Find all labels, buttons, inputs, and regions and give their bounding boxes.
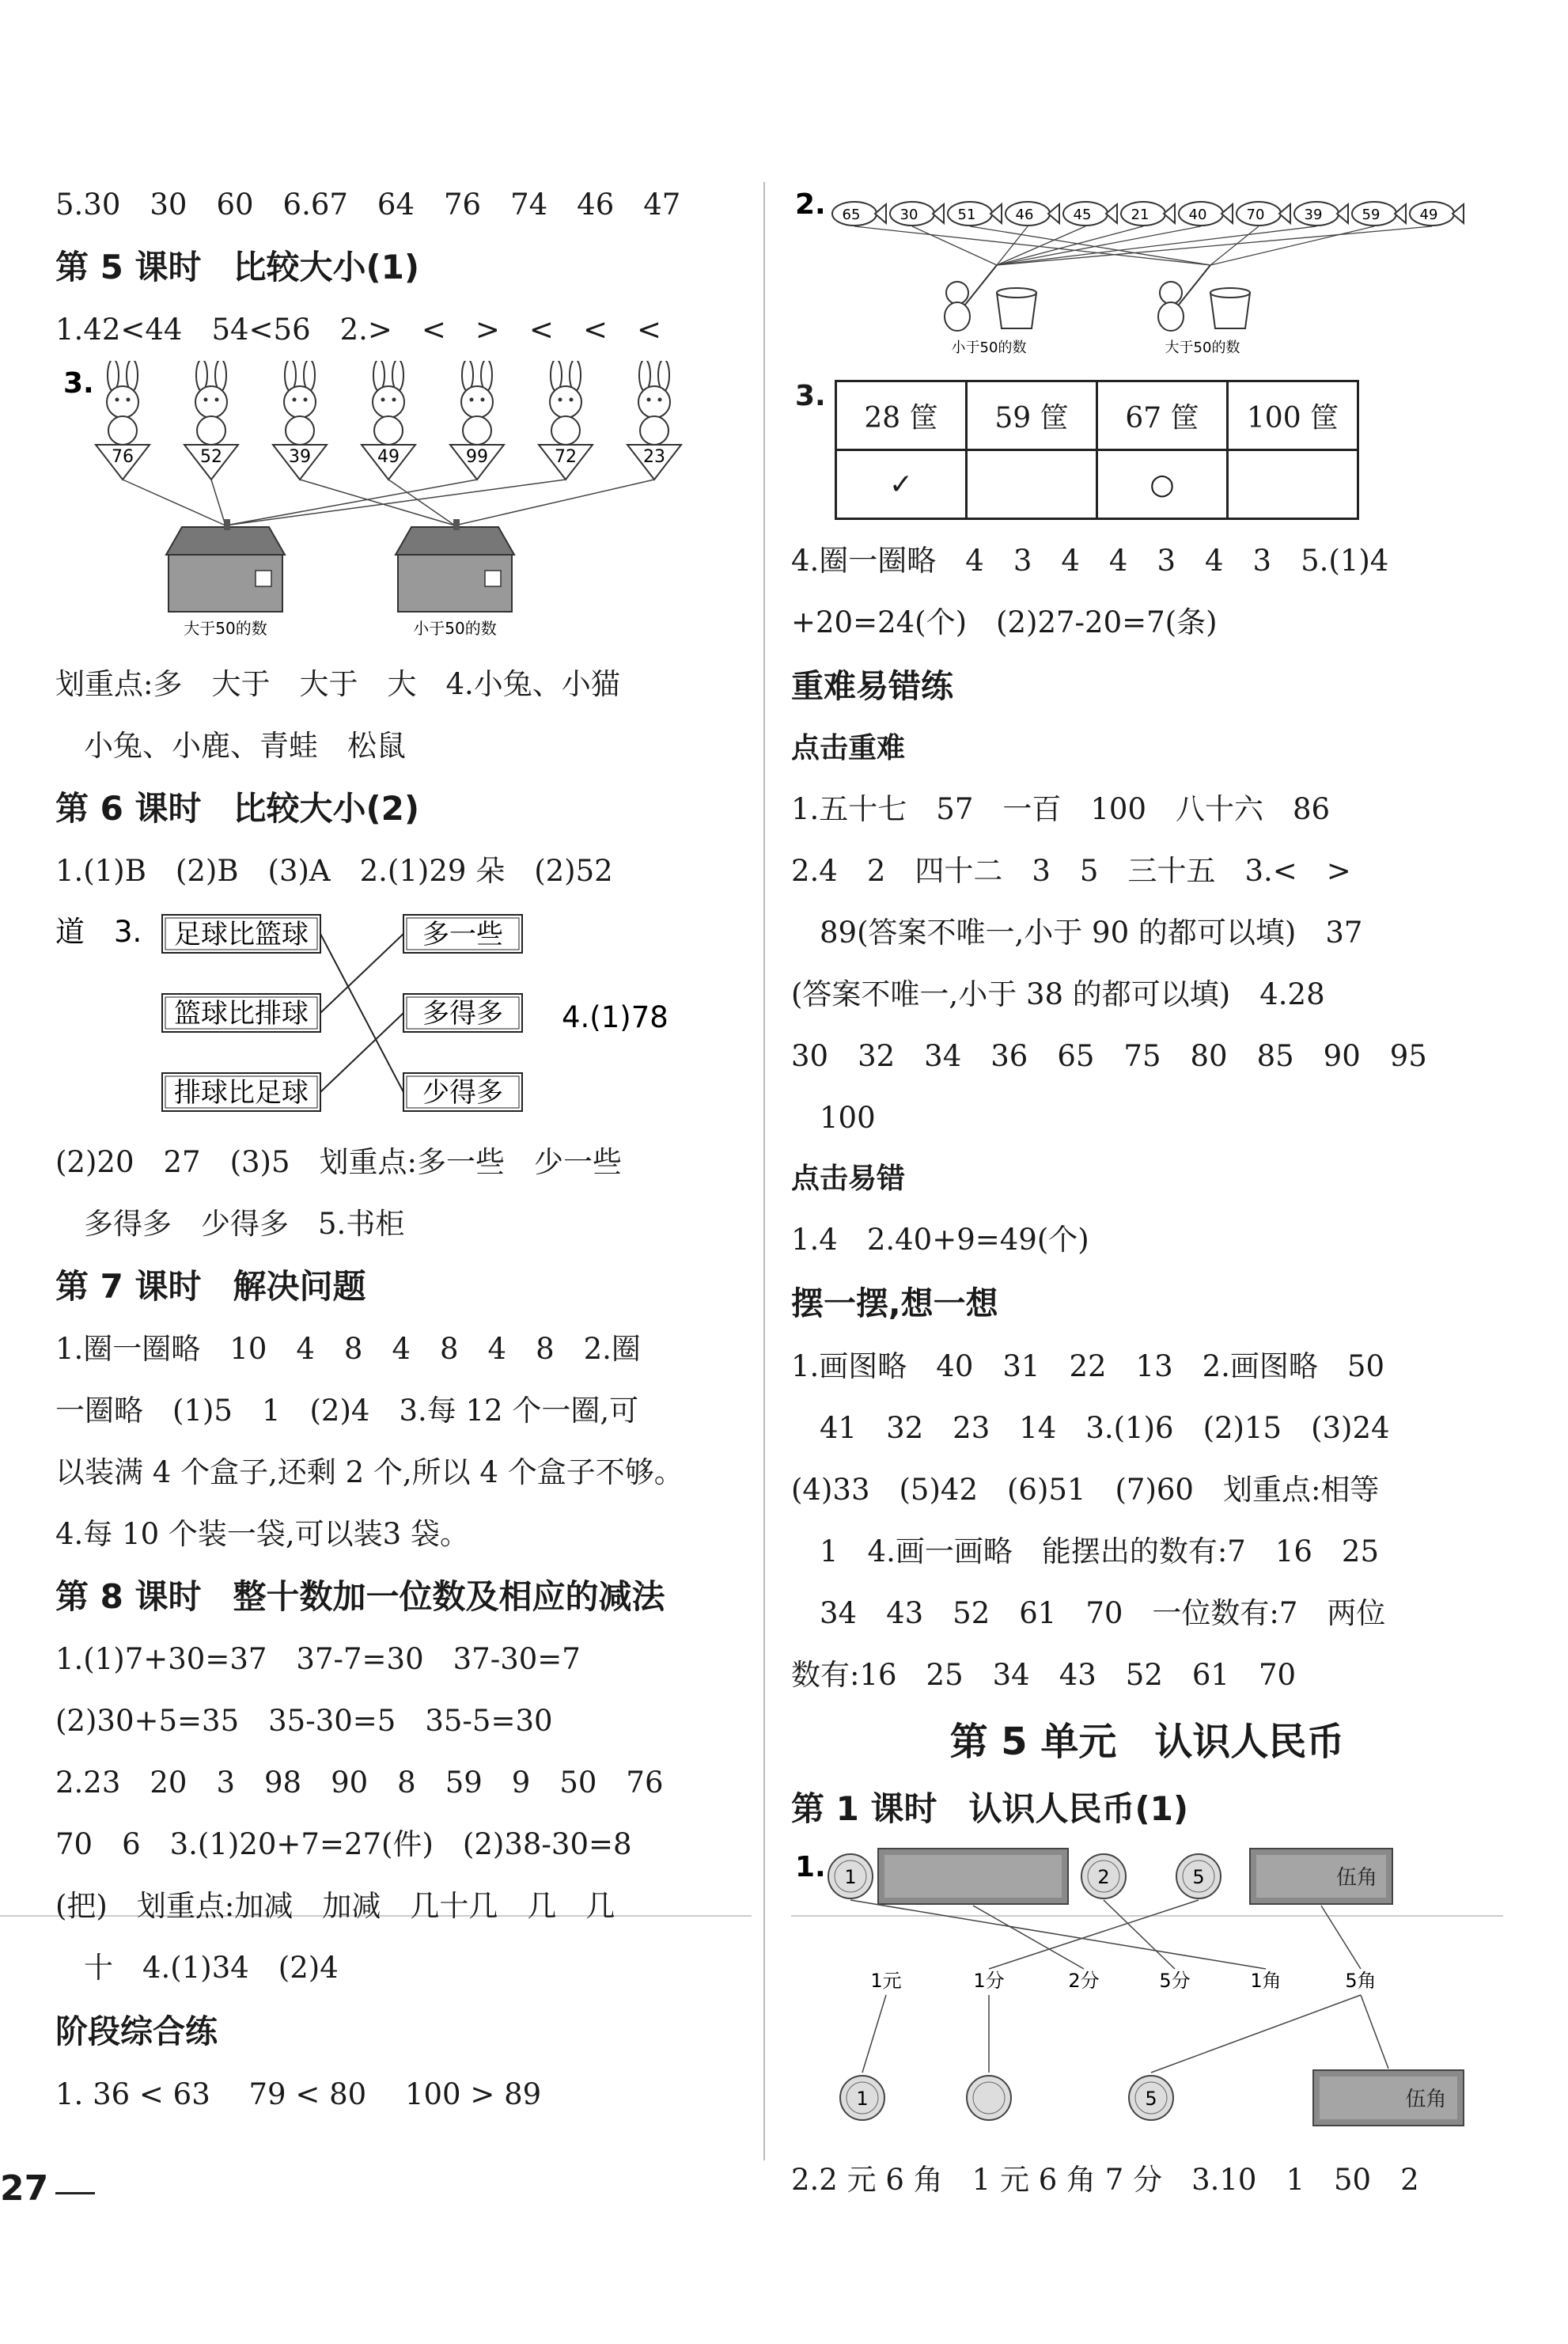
rabbit-value: 23 [643, 447, 665, 467]
match-left-box [162, 1073, 320, 1111]
fish [1179, 202, 1233, 226]
answer-line: 1.画图略 40 31 22 13 2.画图略 50 [791, 1349, 1385, 1383]
answer-line: 70 6 3.(1)20+7=27(件) (2)38-30=8 [55, 1827, 632, 1861]
question-number: 3. [63, 367, 94, 400]
svg-text:排球比足球: 排球比足球 [174, 1077, 309, 1109]
rabbit-card [627, 361, 681, 480]
match-left-box [162, 915, 320, 953]
fish-value: 65 [842, 207, 861, 223]
table-mark-cell: ○ [1097, 450, 1228, 519]
table-header-cell: 28 筐 [836, 381, 967, 450]
basket-table [835, 380, 1359, 520]
answer-line: 89(答案不唯一,小于 90 的都可以填) 37 [820, 916, 1363, 950]
svg-text:伍角: 伍角 [1335, 1866, 1378, 1890]
fish [1121, 202, 1175, 226]
banknote-image [878, 1849, 1068, 1904]
rabbit-card [450, 361, 504, 480]
unit-heading: 第 5 单元 认识人民币 [949, 1720, 1345, 1764]
answer-line: 1.五十七 57 一百 100 八十六 86 [791, 792, 1331, 826]
svg-text:多得多: 多得多 [422, 998, 503, 1030]
money-label: 5角 [1345, 1970, 1377, 1992]
section-heading: 摆一摆,想一想 [791, 1284, 998, 1322]
answer-line: 30 32 34 36 65 75 80 85 90 95 [791, 1039, 1427, 1073]
house-less-than-50 [396, 519, 514, 638]
section-heading: 阶段综合练 [55, 2012, 218, 2050]
answer-line: 1.42<44 54<56 2.> < > < < < [55, 313, 661, 347]
bucket-less-than-50 [945, 265, 1036, 356]
rabbit-value: 99 [466, 447, 488, 467]
house-greater-than-50 [166, 519, 285, 638]
lesson-heading: 第 6 课时 比较大小(2) [55, 789, 420, 828]
fish [1006, 202, 1059, 226]
fish [1352, 202, 1406, 226]
money-label: 1角 [1250, 1970, 1282, 1992]
money-label: 1分 [973, 1970, 1005, 1992]
fish [1294, 202, 1348, 226]
coin-image [1176, 1854, 1221, 1898]
svg-text:1: 1 [856, 2088, 869, 2110]
answer-line: 2.2 元 6 角 1 元 6 角 7 分 3.10 1 50 2 [791, 2163, 1419, 2197]
answer-line: 多得多 少得多 5.书柜 [84, 1207, 405, 1241]
rabbit-value: 76 [112, 447, 134, 467]
money-label: 5分 [1159, 1970, 1191, 1992]
right-column [791, 158, 1503, 2211]
fish-value: 51 [957, 207, 976, 223]
lesson-heading: 第 8 课时 整十数加一位数及相应的减法 [55, 1577, 665, 1616]
fish-value: 49 [1419, 207, 1438, 223]
match-right-box [403, 1073, 522, 1111]
answer-suffix: 4.(1)78 [562, 1000, 668, 1034]
answer-line: 2.4 2 四十二 3 5 三十五 3.< > [791, 854, 1351, 888]
answer-line: 34 43 52 61 70 一位数有:7 两位 [820, 1596, 1386, 1630]
svg-text:多一些: 多一些 [422, 919, 503, 950]
fish [1063, 202, 1117, 226]
banknote-image [1313, 2070, 1464, 2126]
money-matching-figure [791, 1841, 1503, 2149]
rabbit-card [539, 361, 593, 480]
money-label: 2分 [1068, 1970, 1100, 1992]
section-heading: 重难易错练 [791, 667, 953, 705]
page-number-dash [55, 2192, 95, 2194]
answer-line: (把) 划重点:加减 加减 几十几 几 几 [55, 1889, 615, 1923]
svg-text:足球比篮球: 足球比篮球 [174, 919, 309, 950]
answer-line: +20=24(个) (2)27-20=7(条) [791, 605, 1218, 639]
svg-text:篮球比排球: 篮球比排球 [174, 998, 309, 1030]
basket-table-figure [791, 364, 1503, 530]
rabbit-card [273, 361, 327, 480]
fish-value: 21 [1131, 207, 1149, 223]
table-mark-cell [1228, 450, 1358, 519]
fish-value: 45 [1073, 207, 1092, 223]
coin-image [840, 2076, 884, 2120]
match-right-box [403, 994, 522, 1032]
coin-image [1081, 1854, 1126, 1898]
answer-line: 4.每 10 个装一袋,可以装3 袋。 [55, 1517, 469, 1551]
fish [890, 202, 944, 226]
svg-text:少得多: 少得多 [422, 1077, 503, 1109]
answer-line: 5.30 30 60 6.67 64 76 74 46 47 [55, 188, 681, 222]
answer-line: (答案不唯一,小于 38 的都可以填) 4.28 [791, 977, 1325, 1011]
lesson-heading: 第 5 课时 比较大小(1) [55, 248, 420, 286]
fish-value: 46 [1015, 207, 1034, 223]
money-label: 1元 [870, 1970, 902, 1992]
answer-line: 4.圈一圈略 4 3 4 4 3 4 3 5.(1)4 [791, 544, 1389, 578]
svg-text:2: 2 [1097, 1866, 1110, 1888]
svg-text:1: 1 [844, 1866, 857, 1888]
answer-line: (4)33 (5)42 (6)51 (7)60 划重点:相等 [791, 1473, 1380, 1507]
answer-line: 划重点:多 大于 大于 大 4.小兔、小猫 [55, 667, 620, 701]
svg-text:伍角: 伍角 [1405, 2088, 1447, 2111]
fish-value: 39 [1304, 207, 1323, 223]
bucket-label: 小于50的数 [951, 339, 1027, 356]
answer-line: 十 4.(1)34 (2)4 [84, 1951, 339, 1985]
question-number: 3. [795, 380, 826, 412]
answer-line: 1.4 2.40+9=49(个) [791, 1223, 1089, 1257]
fish [832, 202, 886, 226]
question-number: 2. [795, 188, 826, 221]
coin-image [828, 1854, 873, 1898]
answer-prefix: 道 3. [55, 915, 142, 949]
answer-line: (2)30+5=35 35-30=5 35-5=30 [55, 1704, 553, 1738]
bucket-label: 大于50的数 [1165, 339, 1240, 356]
table-mark-cell: ✓ [836, 450, 967, 519]
svg-text:5: 5 [1192, 1866, 1205, 1888]
question-number: 1. [795, 1851, 826, 1883]
lesson-heading: 第 1 课时 认识人民币(1) [791, 1789, 1189, 1828]
table-mark-cell [967, 450, 1097, 519]
house-label: 大于50的数 [184, 619, 267, 638]
lesson-heading: 第 7 课时 解决问题 [55, 1267, 366, 1306]
fish [948, 202, 1002, 226]
fish-value: 70 [1246, 207, 1265, 223]
answer-line: 1.(1)7+30=37 37-7=30 37-30=7 [55, 1642, 581, 1676]
subsection-heading: 点击重难 [791, 732, 906, 764]
answer-line: (2)20 27 (3)5 划重点:多一些 少一些 [55, 1145, 622, 1179]
answer-line: 1.圈一圈略 10 4 8 4 8 4 8 2.圈 [55, 1332, 641, 1366]
answer-line: 数有:16 25 34 43 52 61 70 [791, 1658, 1297, 1692]
fish-value: 40 [1188, 207, 1207, 223]
answer-line: 41 32 23 14 3.(1)6 (2)15 (3)24 [820, 1411, 1390, 1445]
table-header-cell: 67 筐 [1097, 381, 1228, 450]
answer-line: 1. 36 < 63 79 < 80 100 > 89 [55, 2077, 542, 2111]
fish [1237, 202, 1290, 226]
rabbit-value: 52 [200, 447, 222, 467]
coin-image [967, 2076, 1011, 2120]
answer-line: 1 4.画一画略 能摆出的数有:7 16 25 [820, 1534, 1380, 1568]
rabbit-card [184, 361, 238, 480]
rabbit-card [362, 361, 415, 480]
answer-line: 以装满 4 个盒子,还剩 2 个,所以 4 个盒子不够。 [55, 1455, 684, 1489]
table-header-cell: 59 筐 [967, 381, 1097, 450]
page-number: 27 [0, 2168, 49, 2209]
bucket-greater-than-50 [1158, 265, 1250, 356]
left-column [55, 158, 752, 2126]
coin-image [1129, 2076, 1173, 2120]
answer-line: 1.(1)B (2)B (3)A 2.(1)29 朵 (2)52 [55, 854, 613, 888]
fish [1410, 202, 1464, 226]
fish-value: 30 [900, 207, 918, 223]
matching-figure [55, 902, 752, 1132]
answer-line: 2.23 20 3 98 90 8 59 9 50 76 [55, 1766, 664, 1800]
fish-bucket-figure [791, 158, 1503, 364]
rabbit-house-figure [55, 361, 752, 654]
svg-text:5: 5 [1145, 2088, 1157, 2110]
banknote-image [1250, 1849, 1392, 1904]
match-left-box [162, 994, 320, 1032]
subsection-heading: 点击易错 [791, 1163, 906, 1195]
column-divider [763, 182, 765, 2160]
rabbit-value: 49 [377, 447, 400, 467]
house-label: 小于50的数 [413, 619, 497, 638]
fish-value: 59 [1362, 207, 1381, 223]
match-right-box [403, 915, 522, 953]
answer-line: 100 [820, 1101, 876, 1135]
answer-line: 一圈略 (1)5 1 (2)4 3.每 12 个一圈,可 [55, 1394, 639, 1428]
table-header-cell: 100 筐 [1228, 381, 1358, 450]
answer-line: 小兔、小鹿、青蛙 松鼠 [84, 729, 406, 763]
rabbit-value: 72 [555, 447, 577, 467]
rabbit-value: 39 [289, 447, 311, 467]
rabbit-card [96, 361, 150, 480]
